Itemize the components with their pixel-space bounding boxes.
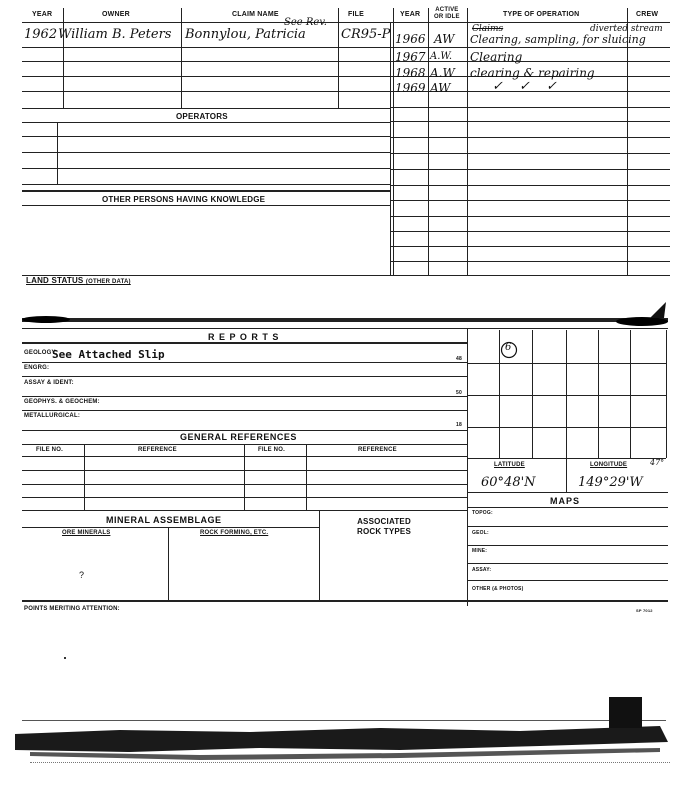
circled-number-text: 6 [505, 342, 512, 353]
latitude-value: 60°48'N [481, 475, 536, 490]
row-num-48: 48 [456, 356, 462, 362]
entry-year: 1962 [24, 27, 58, 42]
maps-assay: ASSAY: [472, 567, 492, 573]
op-status-2: A.W. [430, 51, 453, 62]
op-type-3: clearing & repairing [470, 66, 595, 80]
op-year-4: 1969 [395, 81, 426, 95]
header-year: YEAR [32, 11, 53, 18]
latitude-label: LATITUDE [494, 462, 525, 468]
mineral-assemblage-heading: MINERAL ASSEMBLAGE [106, 515, 222, 525]
geology-value: See Attached Slip [52, 348, 165, 361]
header-owner: OWNER [102, 11, 130, 18]
geophys-label: GEOPHYS. & GEOCHEM: [24, 399, 100, 405]
header-type-of-operation: TYPE OF OPERATION [503, 11, 580, 18]
metallurgical-label: METALLURGICAL: [24, 413, 81, 419]
header-file: FILE [348, 11, 364, 18]
reports-heading: R E P O R T S [208, 332, 280, 342]
ref-reference-1: REFERENCE [138, 447, 177, 453]
op-status-3: A.W [430, 66, 455, 80]
longitude-label: LONGITUDE [590, 462, 628, 468]
row-num-50: 50 [456, 390, 462, 396]
card-divider [22, 318, 668, 322]
dark-block [609, 697, 642, 728]
rock-forming-label: ROCK FORMING, ETC. [200, 530, 269, 536]
scan-edge-band [0, 722, 678, 762]
row-num-18: 18 [456, 422, 462, 428]
op-year-1: 1966 [395, 32, 426, 46]
engrg-label: ENGRG: [24, 365, 50, 371]
points-meriting-label: POINTS MERITING ATTENTION: [24, 606, 120, 612]
op-year-3: 1968 [395, 66, 426, 80]
other-persons-heading: OTHER PERSONS HAVING KNOWLEDGE [102, 195, 266, 204]
header-active-or-idle: ACTIVE OR IDLE [434, 7, 460, 20]
scan-dots [30, 762, 670, 764]
maps-topog: TOPOG: [472, 510, 493, 516]
maps-geol: GEOL: [472, 530, 489, 536]
op-note-claims: Claims [472, 24, 504, 34]
mark-triangle [644, 298, 668, 322]
op-status-1: AW [434, 32, 455, 46]
ref-reference-2: REFERENCE [358, 447, 397, 453]
header-claim-name: CLAIM NAME [232, 11, 279, 18]
op-note-diverted: diverted stream [590, 24, 663, 34]
entry-claim-name-note: See Rev. [284, 17, 327, 28]
form-code: SP 7012 [636, 608, 653, 613]
entry-owner: William B. Peters [58, 27, 172, 42]
op-year-2: 1967 [395, 50, 426, 64]
header-year-ops: YEAR [400, 11, 421, 18]
scan-line-top [22, 720, 666, 721]
longitude-value: 149°29'W [578, 475, 643, 490]
assay-ident-label: ASSAY & IDENT: [24, 380, 74, 386]
ref-file-no-2: FILE NO. [258, 447, 285, 453]
op-checkmarks: ✓ ✓ ✓ [492, 79, 563, 94]
associated-rock-types-heading: ASSOCIATED ROCK TYPES [357, 517, 412, 536]
question-mark: ? [79, 570, 85, 580]
op-type-1: Clearing, sampling, for sluicing [470, 33, 646, 46]
maps-heading: MAPS [550, 496, 581, 506]
general-references-heading: GENERAL REFERENCES [180, 432, 297, 442]
maps-mine: MINE: [472, 548, 488, 554]
speck [64, 657, 66, 659]
operators-heading: OPERATORS [176, 112, 228, 121]
land-status-heading: LAND STATUS (OTHER DATA) [26, 276, 131, 285]
ore-minerals-label: ORE MINERALS [62, 530, 111, 536]
entry-claim-name: Bonnylou, Patricia [185, 27, 306, 42]
op-status-4: AW [430, 81, 451, 95]
geology-label: GEOLOGY: [24, 350, 58, 356]
maps-other: OTHER (& PHOTOS) [472, 586, 524, 592]
longitude-note: 47° [650, 458, 665, 467]
smudge-left [22, 316, 70, 323]
ref-file-no-1: FILE NO. [36, 447, 63, 453]
entry-file: CR95-P [341, 27, 391, 42]
header-crew: CREW [636, 11, 659, 18]
op-type-2: Clearing [470, 50, 523, 64]
